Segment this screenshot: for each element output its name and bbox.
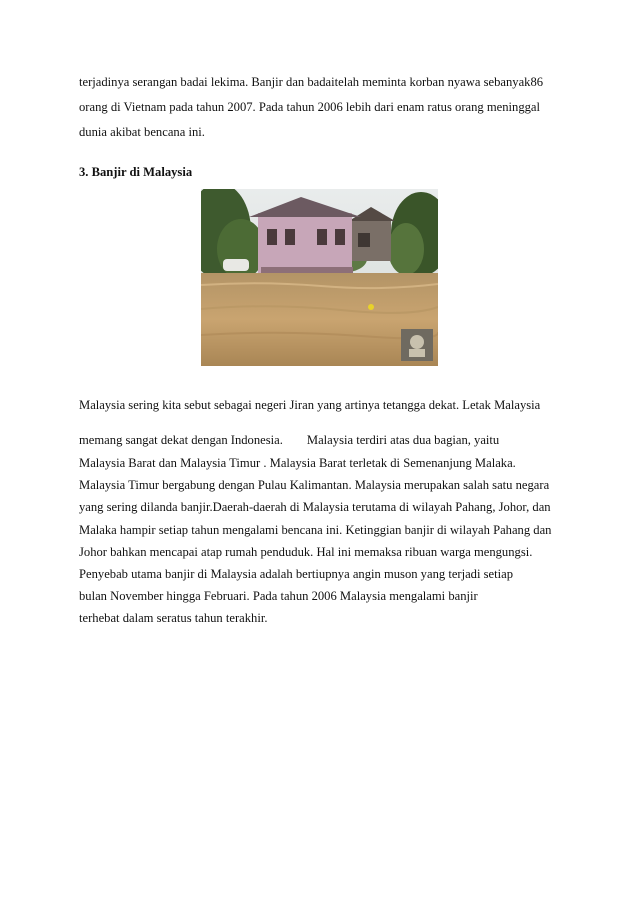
intro-line-2: orang di Vietnam pada tahun 2007. Pada tahun 2006 lebih dari enam ratus orang meninggal (79, 100, 541, 114)
body-line-6: Malaka hampir setiap tahun mengalami bencana ini. Ketinggian banjir di wilayah Pahang dan (79, 523, 552, 537)
body-line-1: Malaysia sering kita sebut sebagai negeri Jiran yang artinya tetangga dekat. Letak Malaysia (79, 398, 541, 412)
body-line-7: Johor bahkan mencapai atap rumah penduduk. Hal ini memaksa ribuan warga mengungsi. (79, 545, 533, 559)
body-line-5: yang sering dilanda banjir.Daerah-daerah di Malaysia terutama di wilayah Pahang, Johor, dan (79, 500, 551, 514)
intro-line-3: dunia akibat bencana ini. (79, 125, 205, 139)
body-line-9: bulan November hingga Februari. Pada tahun 2006 Malaysia mengalami banjir (79, 589, 478, 603)
body-line-3: Malaysia Barat dan Malaysia Timur . Malaysia Barat terletak di Semenanjung Malaka. (79, 456, 516, 470)
body-line-8: Penyebab utama banjir di Malaysia adalah bertiupnya angin muson yang terjadi setiap (79, 567, 514, 581)
body-line-10: terhebat dalam seratus tahun terakhir. (79, 611, 268, 625)
body-line-4: Malaysia Timur bergabung dengan Pulau Kalimantan. Malaysia merupakan salah satu negara (79, 478, 550, 492)
section-heading: 3. Banjir di Malaysia (79, 165, 193, 179)
body-line-2-part-a: memang sangat dekat dengan Indonesia. (79, 433, 283, 447)
body-line-2 (79, 432, 499, 448)
flooded-house-photo (201, 189, 438, 366)
body-line-2-part-b: Malaysia terdiri atas dua bagian, yaitu (306, 433, 500, 447)
intro-line-1: terjadinya serangan badai lekima. Banjir dan badaitelah meminta korban nyawa sebanyak86 (79, 75, 544, 89)
